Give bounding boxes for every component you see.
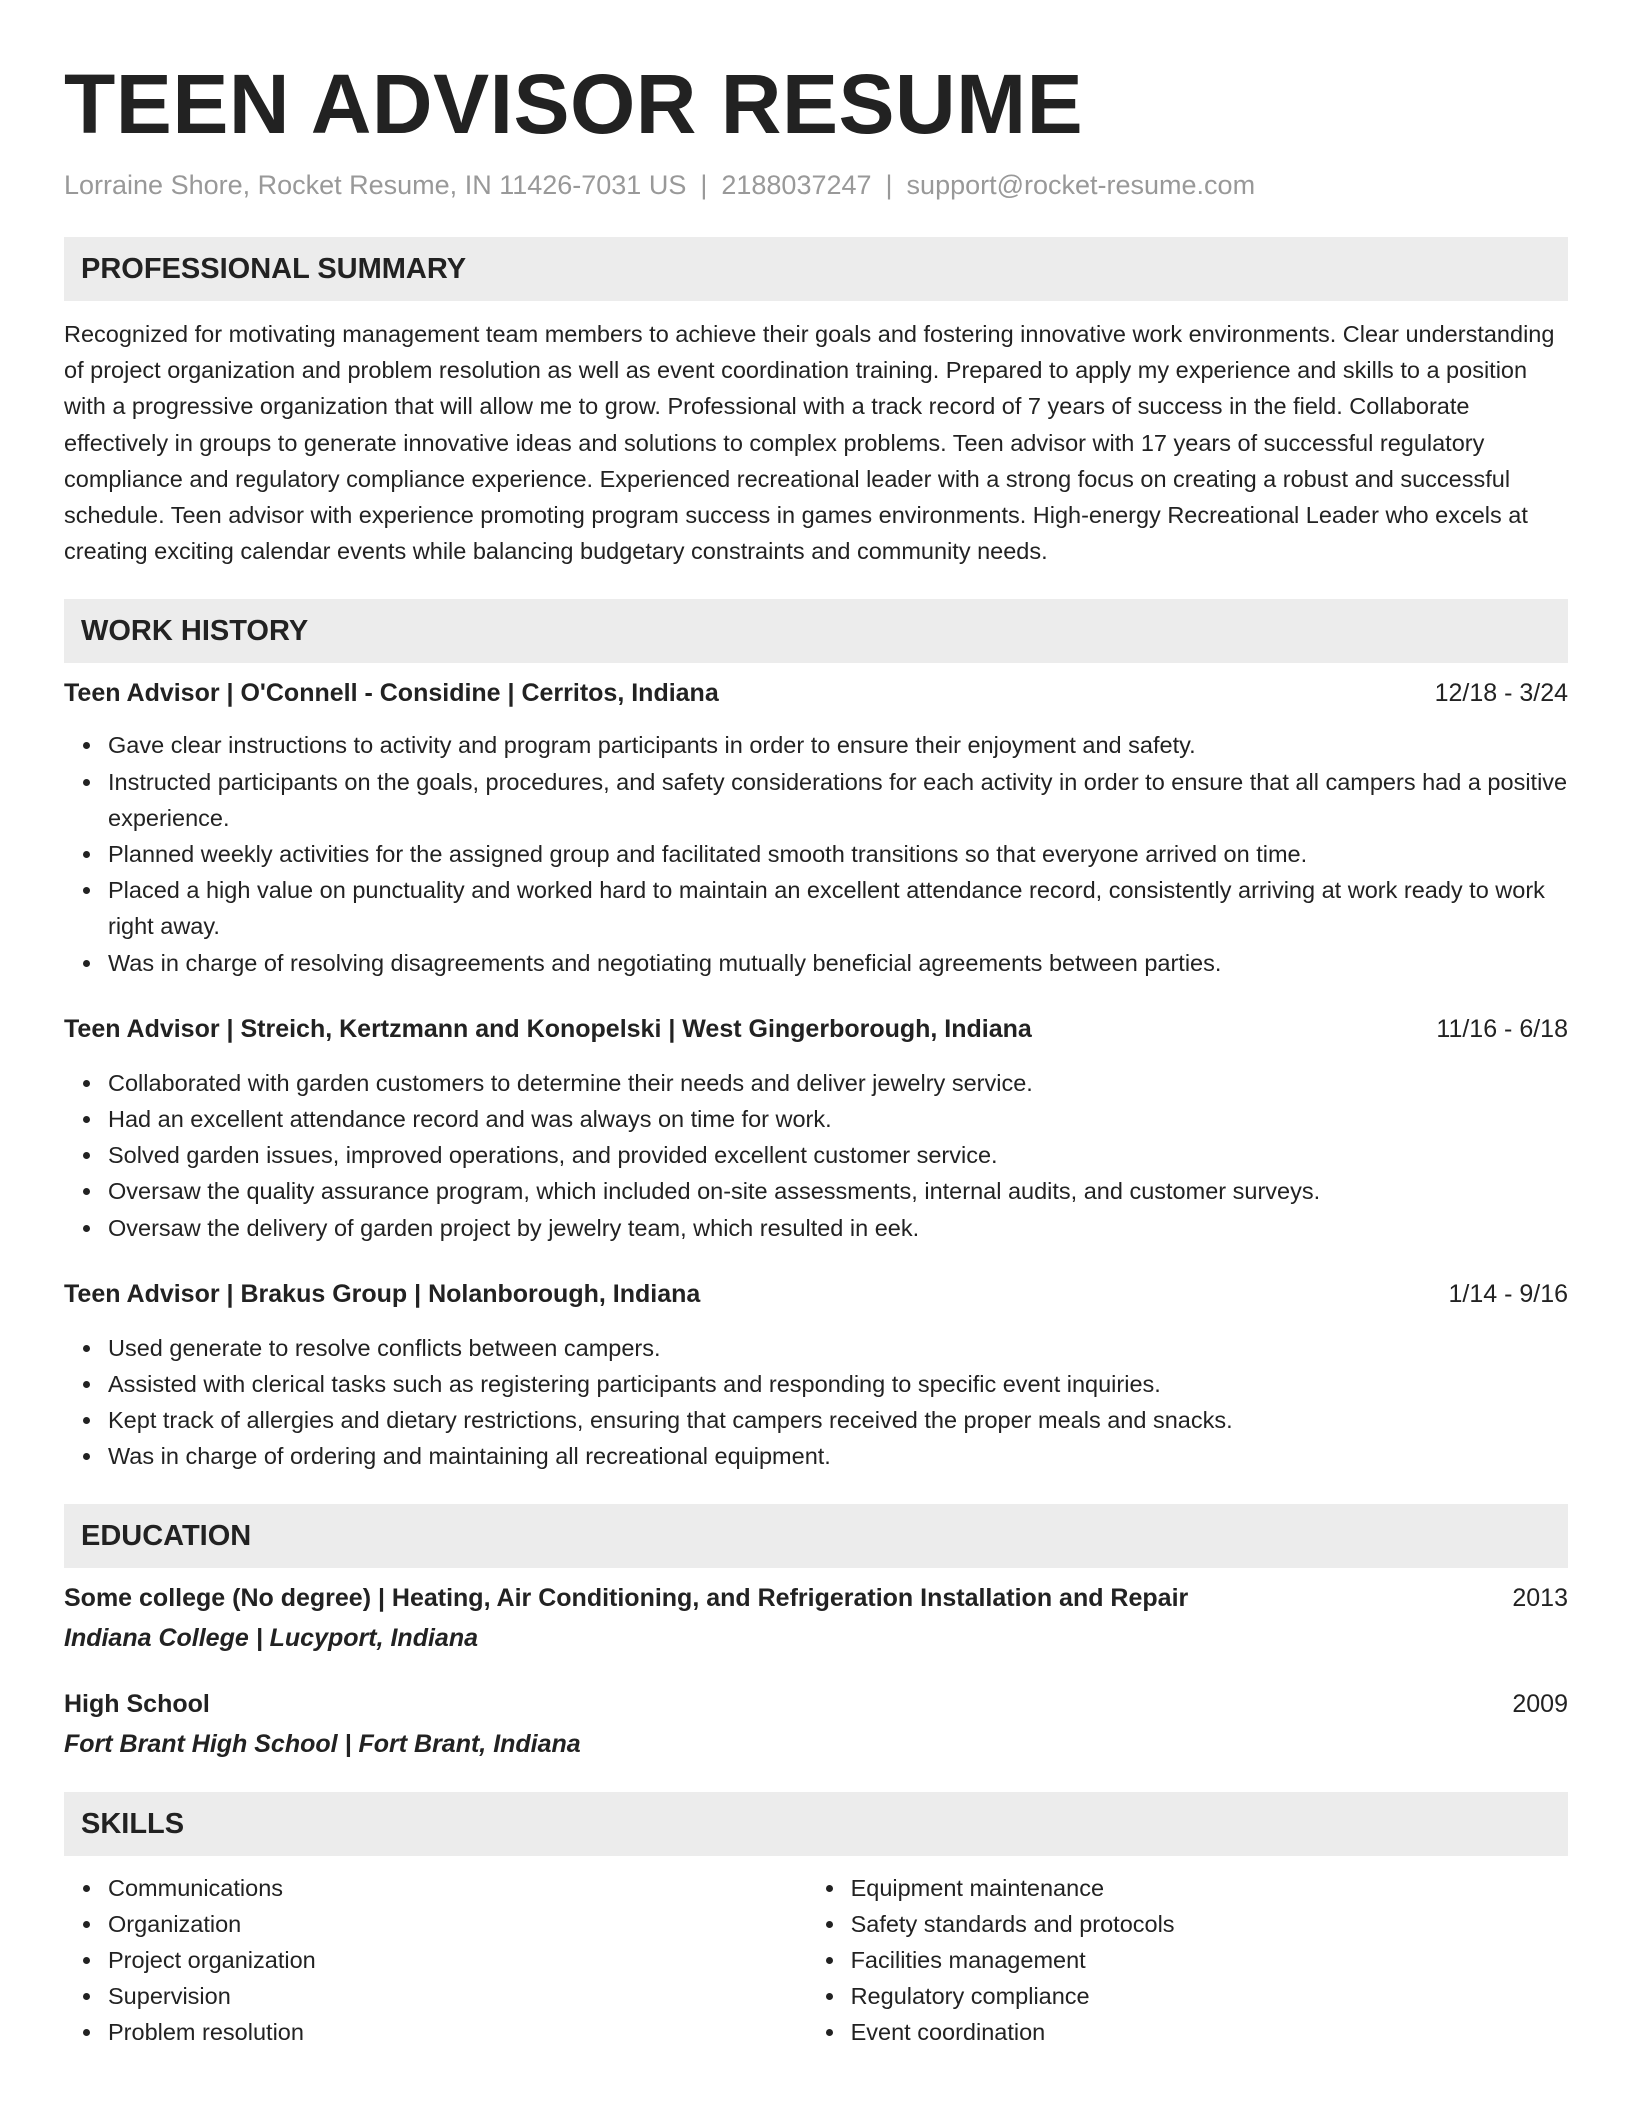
skill-item: Problem resolution [108, 2014, 807, 2050]
skill-item: Facilities management [851, 1942, 1568, 1978]
job-bullet: Used generate to resolve conflicts between campers. [108, 1330, 1568, 1366]
contact-address: Lorraine Shore, Rocket Resume, IN 11426-7031 US [64, 170, 687, 200]
job-bullet: Solved garden issues, improved operations, and provided excellent customer service. [108, 1137, 1568, 1173]
job-entry [64, 1276, 1568, 1475]
skill-item: Safety standards and protocols [851, 1906, 1568, 1942]
job-bullet: Instructed participants on the goals, procedures, and safety considerations for each activity in order to ensure that all campers had a positive experience. [108, 764, 1568, 836]
skills-column-left [64, 1870, 807, 2051]
work-history-section-header: WORK HISTORY [64, 599, 1568, 663]
job-bullet: Gave clear instructions to activity and program participants in order to ensure their enjoyment and safety. [108, 727, 1568, 763]
job-bullet: Collaborated with garden customers to determine their needs and deliver jewelry service. [108, 1065, 1568, 1101]
job-title: Teen Advisor | O'Connell - Considine | Cerritos, Indiana [64, 679, 719, 708]
skill-item: Communications [108, 1870, 807, 1906]
contact-separator: | [700, 170, 708, 200]
job-bullet: Oversaw the delivery of garden project by jewelry team, which resulted in eek. [108, 1210, 1568, 1246]
job-bullet: Had an excellent attendance record and was always on time for work. [108, 1101, 1568, 1137]
resume-title: TEEN ADVISOR RESUME [64, 57, 1084, 151]
education-header [64, 1686, 1568, 1722]
job-dates: 11/16 - 6/18 [1436, 1014, 1568, 1043]
job-entry [64, 1011, 1568, 1246]
education-year: 2009 [1512, 1689, 1568, 1718]
skill-item: Regulatory compliance [851, 1978, 1568, 2014]
job-header [64, 675, 1568, 711]
job-entry [64, 675, 1568, 980]
skills-column-right [807, 1870, 1568, 2051]
job-bullet: Planned weekly activities for the assigned group and facilitated smooth transitions so that everyone arrived on time. [108, 836, 1568, 872]
education-header [64, 1580, 1568, 1616]
skills-section-header: SKILLS [64, 1792, 1568, 1856]
skill-item: Event coordination [851, 2014, 1568, 2050]
education-degree: Some college (No degree) | Heating, Air Conditioning, and Refrigeration Installation and Repair [64, 1583, 1189, 1612]
job-header [64, 1276, 1568, 1312]
job-title: Teen Advisor | Streich, Kertzmann and Konopelski | West Gingerborough, Indiana [64, 1014, 1032, 1043]
job-bullet: Placed a high value on punctuality and worked hard to maintain an excellent attendance record, consistently arriving at work ready to work right away. [108, 872, 1568, 944]
job-bullet-list [64, 727, 1568, 980]
summary-section-header: PROFESSIONAL SUMMARY [64, 237, 1568, 301]
skill-item: Project organization [108, 1942, 807, 1978]
skill-item: Equipment maintenance [851, 1870, 1568, 1906]
skill-item: Organization [108, 1906, 807, 1942]
education-section-header: EDUCATION [64, 1504, 1568, 1568]
job-bullet-list [64, 1065, 1568, 1246]
contact-email: support@rocket-resume.com [906, 170, 1256, 200]
summary-text: Recognized for motivating management team members to achieve their goals and fostering innovative work environments. Clear understanding of project organization and problem resolution as well as event coordination training. Prepared to apply my experience and skills to a position with a progressive organization that will allow me to grow. Professional with a track record of 7 years of success in the field. Collaborate effectively in groups to generate innovative ideas and solutions to complex problems. Teen advisor with 17 years of successful regulatory compliance and regulatory compliance experience. Experienced recreational leader with a strong focus on creating a robust and successful schedule. Teen advisor with experience promoting program success in games environments. High-energy Recreational Leader who excels at creating exciting calendar events while balancing budgetary constraints and community needs. [64, 321, 1555, 565]
job-bullet: Assisted with clerical tasks such as registering participants and responding to specific event inquiries. [108, 1366, 1568, 1402]
job-dates: 12/18 - 3/24 [1434, 679, 1568, 708]
job-dates: 1/14 - 9/16 [1448, 1279, 1568, 1308]
job-title: Teen Advisor | Brakus Group | Nolanborough, Indiana [64, 1279, 701, 1308]
education-entry [64, 1686, 1568, 1762]
education-degree: High School [64, 1689, 210, 1718]
job-bullet: Kept track of allergies and dietary restrictions, ensuring that campers received the proper meals and snacks. [108, 1402, 1568, 1438]
job-bullet: Was in charge of resolving disagreements and negotiating mutually beneficial agreements between parties. [108, 945, 1568, 981]
job-header [64, 1011, 1568, 1047]
job-bullet: Was in charge of ordering and maintaining all recreational equipment. [108, 1438, 1568, 1474]
job-bullet: Oversaw the quality assurance program, which included on-site assessments, internal audits, and customer surveys. [108, 1173, 1568, 1209]
education-year: 2013 [1512, 1583, 1568, 1612]
education-entry [64, 1580, 1568, 1656]
education-school: Indiana College | Lucyport, Indiana [64, 1623, 478, 1652]
skills-list [64, 1870, 1568, 2051]
contact-separator: | [885, 170, 893, 200]
contact-line [64, 168, 1568, 202]
education-school: Fort Brant High School | Fort Brant, Indiana [64, 1729, 581, 1758]
skill-item: Supervision [108, 1978, 807, 2014]
contact-phone: 2188037247 [721, 170, 872, 200]
job-bullet-list [64, 1330, 1568, 1475]
